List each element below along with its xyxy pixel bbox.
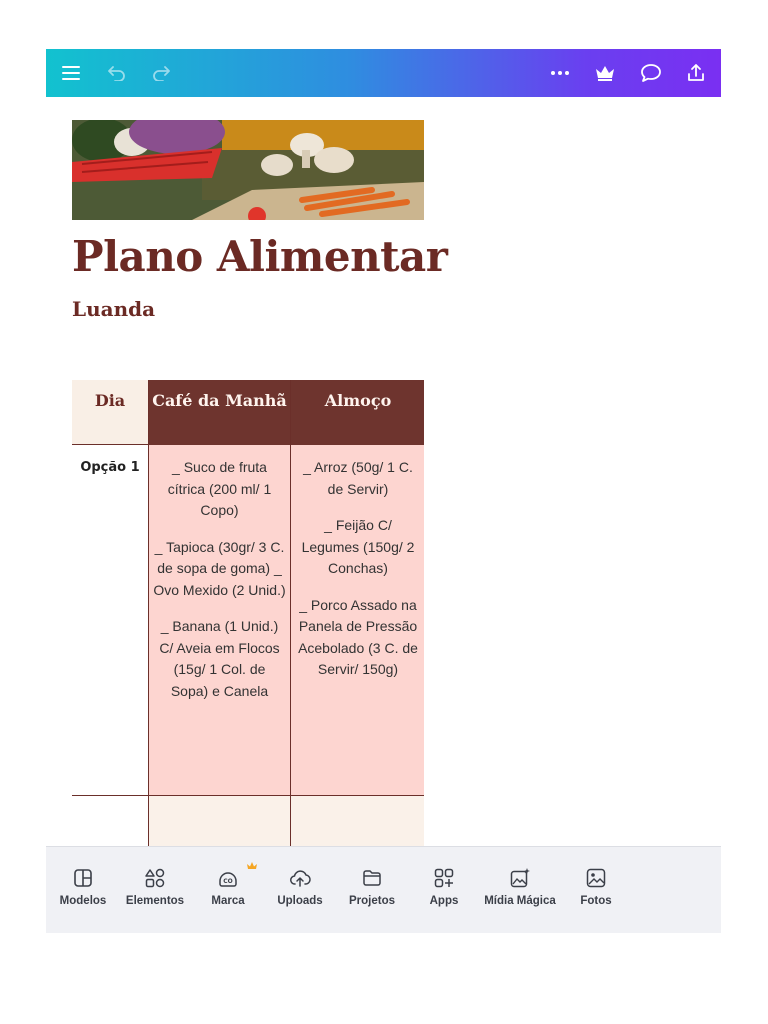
- photo-icon: [585, 867, 607, 889]
- table-cell-almoco[interactable]: [291, 445, 424, 795]
- table-cell-next-row[interactable]: [72, 795, 148, 846]
- table-cell-next-row[interactable]: [291, 795, 424, 846]
- crown-icon[interactable]: [592, 61, 618, 85]
- document-subtitle[interactable]: Luanda: [72, 297, 156, 321]
- table-cell-cafe[interactable]: [149, 445, 290, 795]
- column-dia: [72, 380, 148, 846]
- nav-item-elementos[interactable]: [124, 867, 186, 907]
- nav-label: Uploads: [277, 895, 323, 907]
- editor-toolbar: [46, 49, 721, 97]
- nav-label: Apps: [429, 895, 459, 907]
- nav-item-fotos[interactable]: [576, 867, 616, 907]
- header-almoco[interactable]: Almoço: [291, 380, 424, 445]
- bottom-nav: [46, 846, 721, 933]
- header-cafe[interactable]: Café da Manhã: [149, 380, 290, 445]
- svg-text:CO: CO: [223, 878, 233, 885]
- nav-item-modelos[interactable]: [58, 867, 108, 907]
- option-label: Opção 1: [80, 460, 140, 475]
- table-cell-dia[interactable]: [72, 445, 148, 795]
- nav-item-apps[interactable]: [426, 867, 462, 907]
- nav-label: Fotos: [580, 895, 612, 907]
- cafe-item: _ Tapioca (30gr/ 3 C. de sopa de goma) _ Ovo Mexido (2 Unid.): [153, 538, 286, 598]
- almoco-item: _ Feijão C/ Legumes (150g/ 2 Conchas): [301, 517, 415, 576]
- undo-icon[interactable]: [104, 61, 130, 85]
- nav-item-projetos[interactable]: [347, 867, 397, 907]
- premium-crown-icon: [246, 861, 258, 871]
- apps-icon: [433, 867, 455, 889]
- almoco-item: _ Porco Assado na Panela de Pressão Acebolado (3 C. de Servir/ 150g): [298, 596, 418, 677]
- cafe-item: _ Suco de fruta cítrica (200 ml/ 1 Copo): [167, 459, 272, 518]
- almoco-item: _ Arroz (50g/ 1 C. de Servir): [303, 459, 413, 497]
- more-icon[interactable]: [547, 61, 573, 85]
- nav-item-midia-magica[interactable]: [482, 867, 558, 907]
- table-cell-next-row[interactable]: [149, 795, 290, 846]
- upload-cloud-icon: [289, 867, 311, 889]
- elements-icon: [144, 867, 166, 889]
- row-divider: [72, 795, 424, 796]
- meal-plan-table[interactable]: [72, 380, 424, 846]
- nav-item-marca[interactable]: [208, 867, 248, 907]
- nav-label: Projetos: [348, 895, 395, 907]
- folder-icon: [361, 867, 383, 889]
- nav-label: Mídia Mágica: [484, 895, 556, 907]
- share-icon[interactable]: [683, 61, 709, 85]
- templates-icon: [72, 867, 94, 889]
- nav-label: Marca: [211, 895, 245, 907]
- cafe-item: _ Banana (1 Unid.) C/ Aveia em Flocos (15g/ 1 Col. de Sopa) e Canela: [159, 618, 280, 699]
- comment-icon[interactable]: [638, 61, 664, 85]
- header-dia[interactable]: Dia: [72, 380, 148, 445]
- document-title[interactable]: Plano Alimentar: [72, 232, 448, 281]
- vegetables-illustration: [72, 120, 424, 220]
- food-photo[interactable]: [72, 120, 424, 220]
- column-cafe: [148, 380, 290, 846]
- brand-icon: [217, 867, 239, 889]
- column-almoco: [290, 380, 424, 846]
- nav-label: Modelos: [59, 895, 107, 907]
- redo-icon[interactable]: [148, 61, 174, 85]
- nav-label: Elementos: [125, 895, 185, 907]
- nav-item-uploads[interactable]: [275, 867, 325, 907]
- menu-icon[interactable]: [58, 61, 84, 85]
- magic-media-icon: [509, 867, 531, 889]
